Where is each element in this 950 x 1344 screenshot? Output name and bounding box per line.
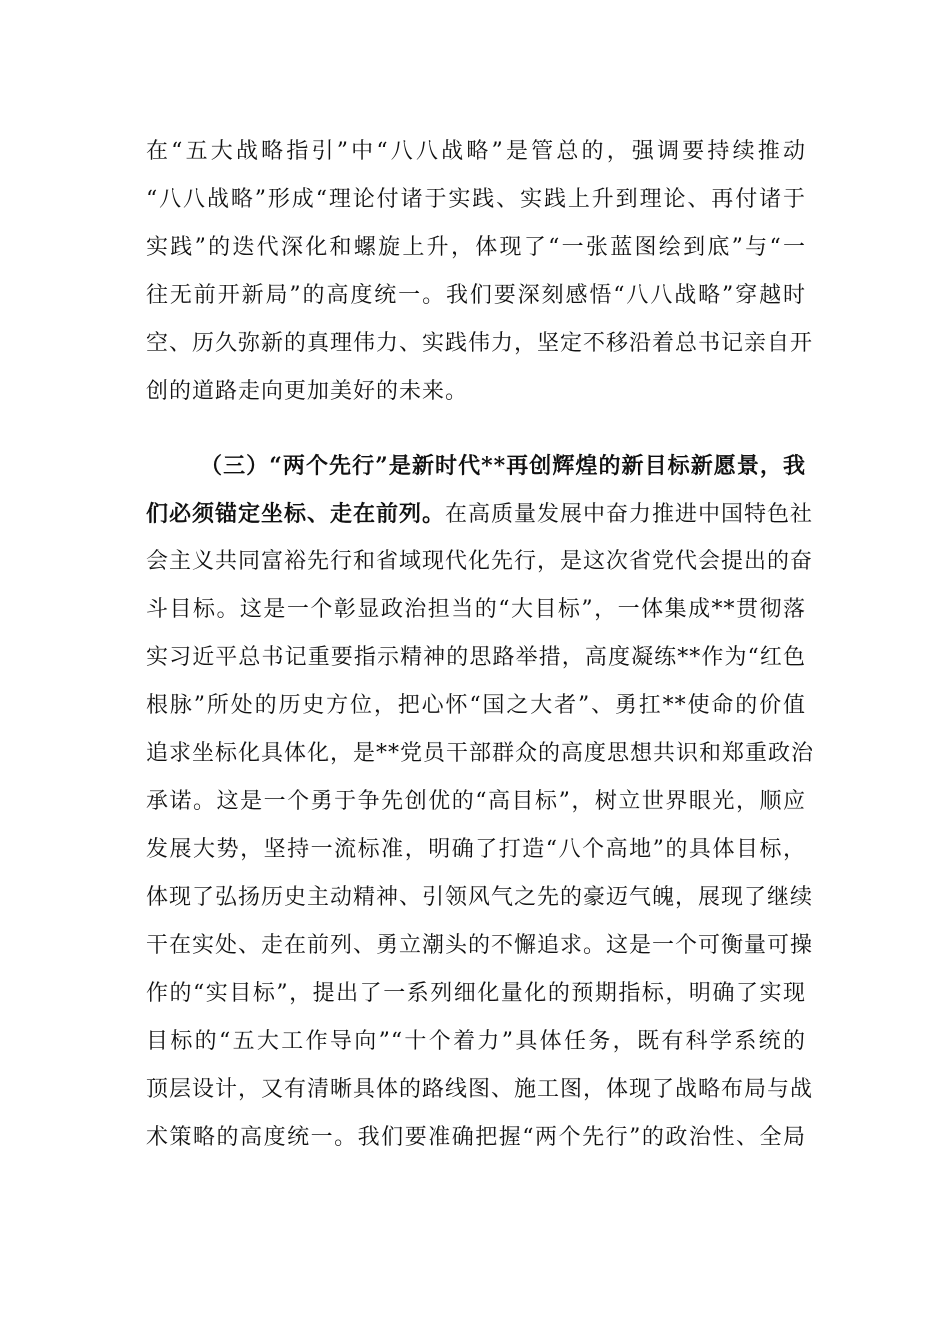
paragraph-text: 在高质量发展中奋力推进中国特色社 [445,502,814,527]
paragraph-line: 术策略的高度统一。我们要准确把握“两个先行”的政治性、全局 [146,1125,806,1150]
paragraph-line: 创的道路走向更加美好的未来。 [146,379,469,404]
paragraph-2 [146,442,815,1162]
paragraph-line: 承诺。这是一个勇于争先创优的“高目标”，树立世界眼光，顺应 [146,789,806,814]
paragraph-line: 实习近平总书记重要指示精神的思路举措，高度凝练**作为“红色 [146,645,806,670]
paragraph-line: 作的“实目标”，提出了一系列细化量化的预期指标，明确了实现 [146,981,806,1006]
section-heading-end: 们必须锚定坐标、走在前列。 [146,501,446,527]
paragraph-line: “八八战略”形成“理论付诸于实践、实践上升到理论、再付诸于 [146,187,806,212]
paragraph-line [146,490,814,538]
paragraph-line: 追求坐标化具体化，是**党员干部群众的高度思想共识和郑重政治 [146,741,815,766]
paragraph-line: 发展大势，坚持一流标准，明确了打造“八个高地”的具体目标， [146,837,806,862]
paragraph-1 [146,128,814,416]
section-heading: （三）“两个先行”是新时代**再创辉煌的新目标新愿景，我 [200,453,806,479]
paragraph-line: 往无前开新局”的高度统一。我们要深刻感悟“八八战略”穿越时 [146,283,806,308]
paragraph-line: 在“五大战略指引”中“八八战略”是管总的，强调要持续推动 [146,139,806,164]
paragraph-line: 会主义共同富裕先行和省域现代化先行，是这次省党代会提出的奋 [146,549,814,574]
paragraph-line: 体现了弘扬历史主动精神、引领风气之先的豪迈气魄，展现了继续 [146,885,814,910]
paragraph-line: 顶层设计，又有清晰具体的路线图、施工图，体现了战略布局与战 [146,1077,814,1102]
paragraph-line: 根脉”所处的历史方位，把心怀“国之大者”、勇扛**使命的价值 [146,693,806,718]
paragraph-line: 目标的“五大工作导向”“十个着力”具体任务，既有科学系统的 [146,1029,806,1054]
paragraph-line: 空、历久弥新的真理伟力、实践伟力，坚定不移沿着总书记亲自开 [146,331,814,356]
paragraph-line: 斗目标。这是一个彰显政治担当的“大目标”，一体集成**贯彻落 [146,597,806,622]
paragraph-line: 实践”的迭代深化和螺旋上升，体现了“一张蓝图绘到底”与“一 [146,235,806,260]
paragraph-line: 干在实处、走在前列、勇立潮头的不懈追求。这是一个可衡量可操 [146,933,814,958]
